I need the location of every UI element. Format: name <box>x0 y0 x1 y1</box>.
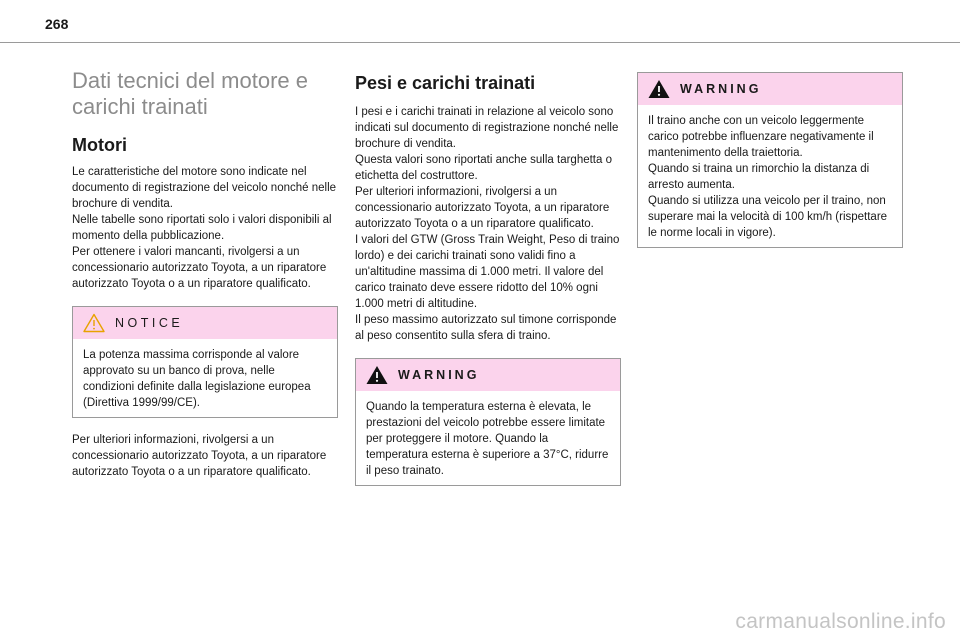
page-number: 268 <box>45 16 69 32</box>
column-weights <box>355 68 621 500</box>
warning-header <box>638 73 902 105</box>
notice-header <box>73 307 337 339</box>
engine-intro-3: Per ottenere i valori mancanti, rivolgersi a un concessionario autorizzato Toyota, a un riparatore autorizzato Toyota o a un riparatore qualificato. <box>72 246 327 290</box>
notice-label: NOTICE <box>115 316 184 330</box>
warning-text: Quando la temperatura esterna è elevata, le prestazioni del veicolo potrebbe essere limitate per proteggere il motore. Quando la temperatura esterna è superiore a 37°C, ridurre il peso trainato. <box>366 401 609 477</box>
towing-warning-para-1: Il traino anche con un veicolo leggermente carico potrebbe influenzare negativamente il mantenimento della traiettoria. <box>648 115 874 159</box>
column-towing-warning <box>637 68 903 262</box>
notice-box <box>72 306 338 418</box>
warning-label: WARNING <box>398 368 480 382</box>
warning-box-towing <box>637 72 903 248</box>
engine-intro-2: Nelle tabelle sono riportati solo i valori disponibili al momento della pubblicazione. <box>72 214 332 242</box>
warning-triangle-icon <box>366 365 388 385</box>
watermark: carmanualsonline.info <box>735 610 946 633</box>
weights-para-1: I pesi e i carichi trainati in relazione al veicolo sono indicati sul documento di registrazione nonché nelle brochure di vendita. <box>355 106 619 150</box>
notice-text: La potenza massima corrisponde al valore approvato su un banco di prova, nelle condizioni definite dalla legislazione europea (Direttiva 1999/99/CE). <box>83 349 311 409</box>
section-title-weights: Pesi e carichi trainati <box>355 73 536 93</box>
warning-triangle-icon <box>648 79 670 99</box>
section-title-engines: Motori <box>72 135 127 155</box>
towing-warning-para-3: Quando si utilizza una veicolo per il traino, non superare mai la velocità di 100 km/h (rispettare le norme locali in vigore). <box>648 195 888 239</box>
page-title-line2: carichi trainati <box>72 94 208 119</box>
page-title-line1: Dati tecnici del motore e <box>72 68 308 93</box>
header-divider <box>0 42 960 43</box>
weights-para-5: Il peso massimo autorizzato sul timone corrisponde al peso consentito sulla sfera di traino. <box>355 314 617 342</box>
page-title <box>72 68 338 120</box>
engine-intro-1: Le caratteristiche del motore sono indicate nel documento di registrazione del veicolo nonché nelle brochure di vendita. <box>72 166 337 210</box>
towing-warning-para-2: Quando si traina un rimorchio la distanza di arresto aumenta. <box>648 163 870 191</box>
warning-box-temperature <box>355 358 621 486</box>
warning-header <box>356 359 620 391</box>
weights-para-3: Per ulteriori informazioni, rivolgersi a un concessionario autorizzato Toyota, a un riparatore autorizzato Toyota o a un riparatore qualificato. <box>355 186 610 230</box>
weights-para-2: Questa valori sono riportati anche sulla targhetta o etichetta del costruttore. <box>355 154 612 182</box>
engine-outro: Per ulteriori informazioni, rivolgersi a un concessionario autorizzato Toyota, a un riparatore autorizzato Toyota o a un riparatore qualificato. <box>72 434 327 478</box>
caution-triangle-icon <box>83 313 105 333</box>
weights-para-4: I valori del GTW (Gross Train Weight, Peso di traino lordo) e dei carichi trainati sono validi fino a un'altitudine massima di 1.000 metri. Il valore del carico trainato deve essere ridotto del 10% ogni 1.000 metri di altitudine. <box>355 234 620 310</box>
warning-label: WARNING <box>680 82 762 96</box>
column-engine <box>72 68 338 480</box>
